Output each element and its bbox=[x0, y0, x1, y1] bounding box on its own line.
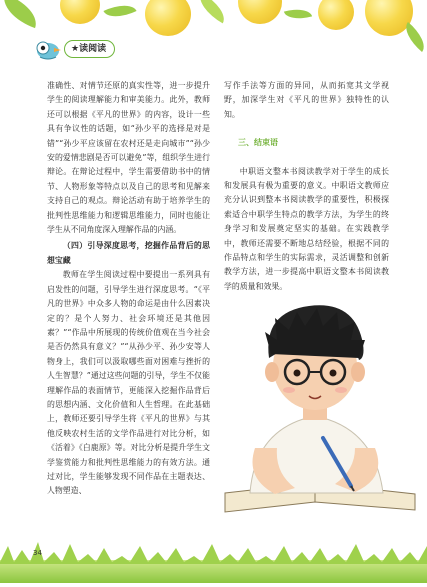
subsection-heading: （四）引导深度思考，挖掘作品背后的思想宝藏 bbox=[47, 241, 210, 265]
right-paragraph-2: 中职语文整本书阅读教学对于学生的成长和发展具有极为重要的意义。中职语文教师应充分认识到整本书阅读教学的重要性，积极探索适合中职学生特点的教学方法，为学生的终身学习和发展奠定坚实的基础。在实践教学中，教师还需要不断地总结经验，根据不同的作品特点和学生的实际需求，灵活调整和创新教学方法，进一步提高中职语文整本书阅读教学的质量和效果。 bbox=[224, 166, 389, 291]
bird-mascot-icon bbox=[34, 38, 62, 60]
lemon-leaf-header-decoration bbox=[0, 0, 427, 70]
grass-footer-decoration bbox=[0, 538, 427, 583]
left-paragraph-1: 准确性、对情节还原的真实性等，进一步提升学生的阅读理解能力和审美能力。此外，教师还可以根据《平凡的世界》的内容，设计一些具有争议性的话题，如“孙少平的选择是对是错”“孙少平应该留在农村还是走向城市”“孙少安的爱情悲剧是否可以避免”等，组织学生进行辩论。在辩论过程中，学生需要借助书中的情节、人物形象等特点以及自己的思考和见解来支持自己的观点。辩论活动有助于培养学生的批判性思维能力和逻辑思维能力，同时也能让学生从不同角度深入理解作品的内涵。 bbox=[47, 81, 210, 235]
section-badge bbox=[34, 40, 115, 58]
page-number: 34 bbox=[33, 549, 42, 557]
section-heading: 三、结束语 bbox=[238, 138, 278, 148]
right-paragraph-1: 写作手法等方面的异同，从而拓宽其文学视野，加深学生对《平凡的世界》独特性的认知。 bbox=[224, 81, 389, 119]
boy-writing-illustration bbox=[205, 288, 427, 550]
left-text-column bbox=[47, 79, 210, 499]
badge-label: ★读阅读 bbox=[64, 40, 115, 58]
left-paragraph-2: 教师在学生阅读过程中要提出一系列具有启发性的问题，引导学生进行深度思考。“《平凡的世界》中众多人物的命运是由什么因素决定的？是个人努力、社会环境还是其他因素？”“作品中所展现的传统价值观在当今社会是否仍然具有意义？”“从孙少平、孙少安等人物身上，我们可以汲取哪些面对困难与挫折的人生智慧？”通过这些问题的引导，学生不仅能理解作品的表面情节，更能深入挖掘作品背后的思想内涵、文化价值和人生哲理。在此基础上，教师还要引导学生将《平凡的世界》与其他反映农村生活的文学作品进行对比分析，如《活着》《白鹿原》等。对比分析是提升学生文学鉴赏能力和批判性思维能力的有效方法。通过对比，学生能够发现不同作品在主题表达、人物塑造、 bbox=[47, 270, 210, 496]
right-text-column bbox=[224, 79, 389, 294]
